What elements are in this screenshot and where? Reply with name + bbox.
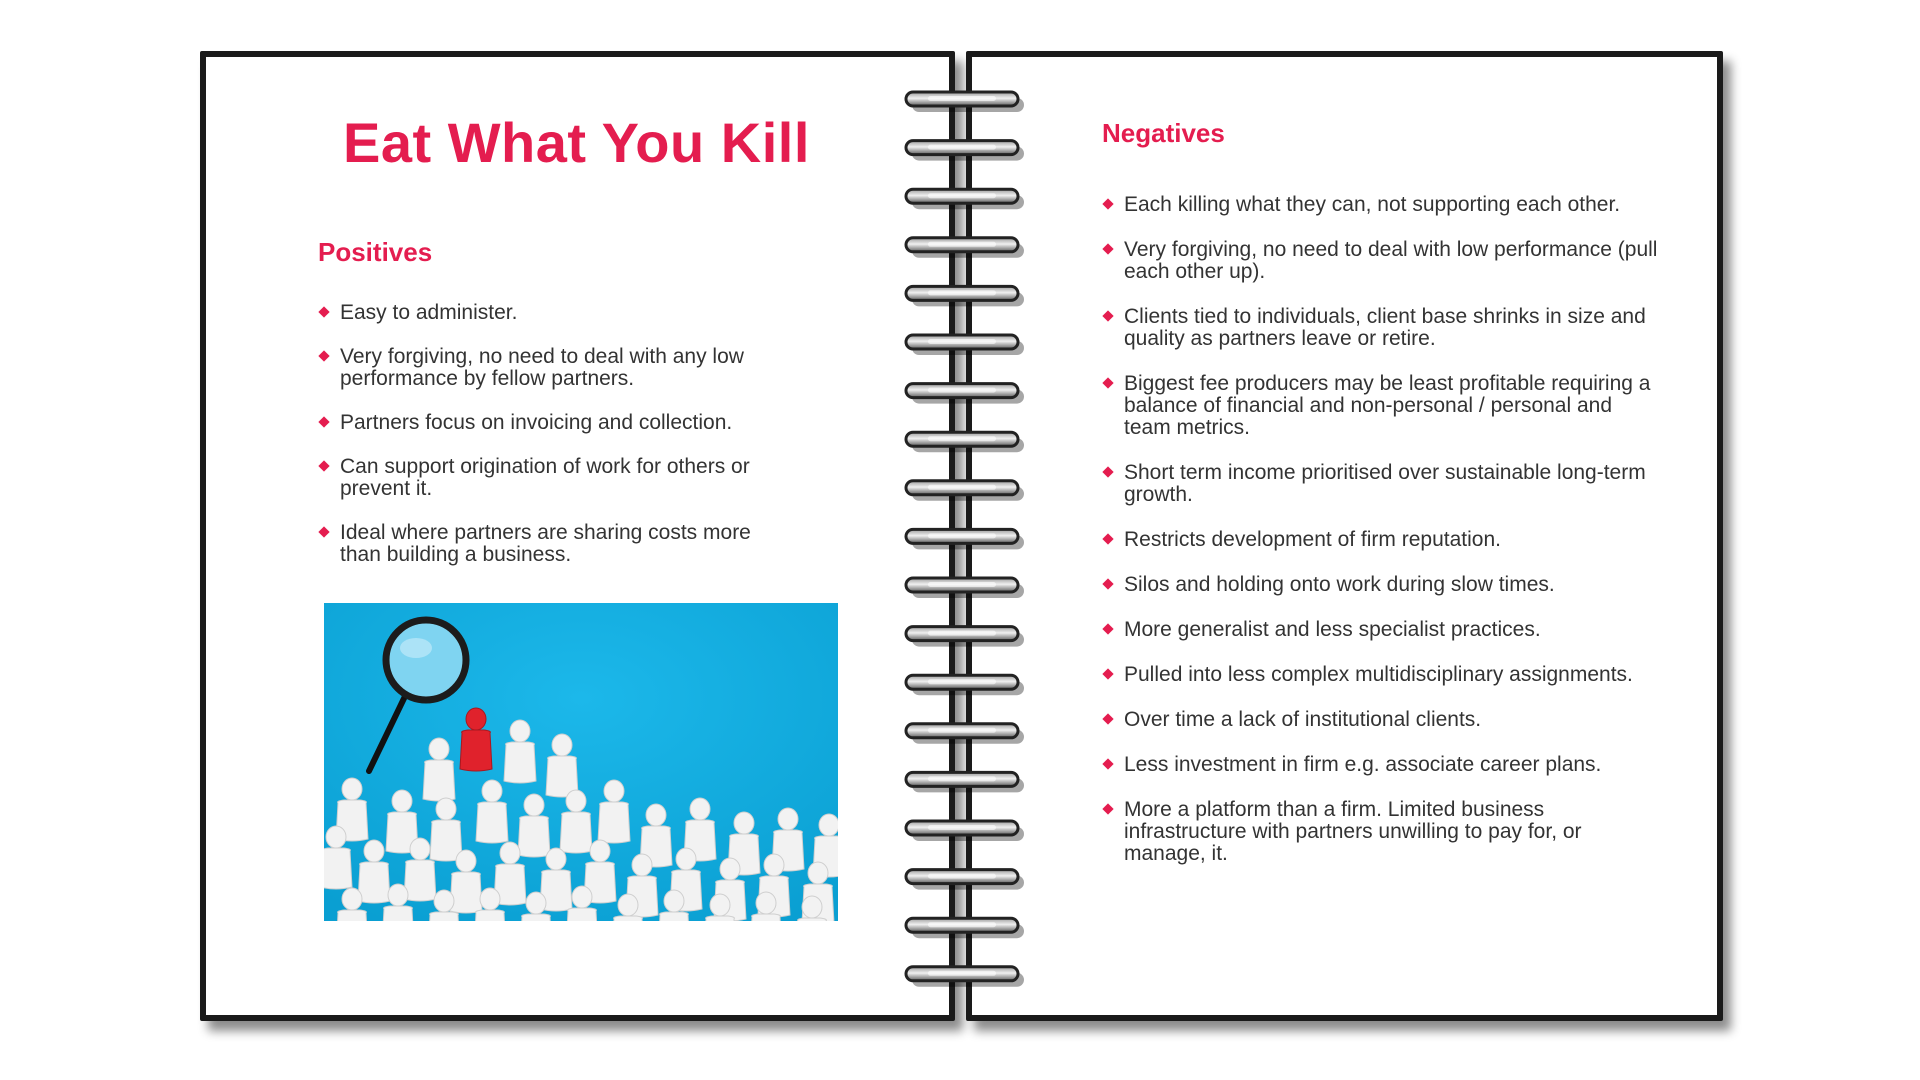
diamond-bullet-icon — [1102, 377, 1113, 388]
diamond-bullet-icon — [1102, 623, 1113, 634]
binding-ring — [906, 432, 1024, 452]
diamond-bullet-icon — [1102, 578, 1113, 589]
negatives-item-text: Pulled into less complex multidisciplinary assignments. — [1124, 663, 1633, 686]
diamond-bullet-icon — [318, 526, 329, 537]
positives-item — [318, 412, 788, 434]
negatives-item — [1102, 799, 1662, 865]
binding-ring — [906, 238, 1024, 258]
binding-ring — [906, 286, 1024, 306]
binding-ring — [906, 821, 1024, 841]
negatives-item-text: Biggest fee producers may be least profitable requiring a balance of financial and non-personal / personal and team metrics. — [1124, 372, 1651, 439]
diamond-bullet-icon — [318, 350, 329, 361]
negatives-item-text: Over time a lack of institutional clients. — [1124, 708, 1482, 731]
binding-ring — [906, 772, 1024, 792]
page-title: Eat What You Kill — [343, 111, 810, 174]
binding-ring — [906, 384, 1024, 404]
binding-ring — [906, 627, 1024, 647]
binding-ring — [906, 141, 1024, 161]
diamond-bullet-icon — [1102, 198, 1113, 209]
positives-item — [318, 302, 788, 324]
negatives-item-text: Very forgiving, no need to deal with low performance (pull each other up). — [1124, 238, 1658, 283]
negatives-item-text: Less investment in firm e.g. associate career plans. — [1124, 753, 1602, 776]
crowd-illustration — [324, 603, 838, 921]
binding-ring — [906, 675, 1024, 695]
negatives-item-text: More a platform than a firm. Limited business infrastructure with partners unwilling to pay for, or manage, it. — [1124, 798, 1582, 865]
diamond-bullet-icon — [1102, 243, 1113, 254]
diamond-bullet-icon — [1102, 310, 1113, 321]
negatives-item — [1102, 373, 1662, 439]
positives-item-text: Can support origination of work for others or prevent it. — [340, 455, 750, 500]
diamond-bullet-icon — [1102, 758, 1113, 769]
positives-item — [318, 346, 788, 390]
negatives-item — [1102, 754, 1662, 776]
negatives-item-text: Each killing what they can, not supporting each other. — [1124, 193, 1621, 216]
binding-ring — [906, 724, 1024, 744]
negatives-item — [1102, 529, 1662, 551]
diamond-bullet-icon — [318, 306, 329, 317]
negatives-list — [1102, 194, 1662, 888]
diamond-bullet-icon — [318, 460, 329, 471]
binding-ring — [906, 918, 1024, 938]
negatives-item — [1102, 664, 1662, 686]
binding-ring — [906, 578, 1024, 598]
negatives-heading: Negatives — [1102, 118, 1225, 148]
negatives-item — [1102, 574, 1662, 596]
binding-ring — [906, 967, 1024, 987]
diamond-bullet-icon — [1102, 668, 1113, 679]
positives-item — [318, 522, 788, 566]
diamond-bullet-icon — [1102, 713, 1113, 724]
positives-item-text: Partners focus on invoicing and collection. — [340, 411, 733, 434]
diamond-bullet-icon — [318, 416, 329, 427]
positives-heading: Positives — [318, 237, 433, 267]
negatives-item-text: More generalist and less specialist practices. — [1124, 618, 1541, 641]
negatives-item — [1102, 709, 1662, 731]
negatives-item-text: Short term income prioritised over sustainable long-term growth. — [1124, 461, 1646, 506]
diamond-bullet-icon — [1102, 466, 1113, 477]
binding-ring — [906, 870, 1024, 890]
negatives-item — [1102, 194, 1662, 216]
negatives-item — [1102, 462, 1662, 506]
binding-ring — [906, 529, 1024, 549]
positives-list — [318, 302, 788, 588]
negatives-item — [1102, 306, 1662, 350]
positives-item-text: Very forgiving, no need to deal with any low performance by fellow partners. — [340, 345, 744, 390]
negatives-item-text: Silos and holding onto work during slow times. — [1124, 573, 1555, 596]
negatives-item-text: Clients tied to individuals, client base shrinks in size and quality as partners leave or retire. — [1124, 305, 1646, 350]
binding-ring — [906, 189, 1024, 209]
positives-item-text: Easy to administer. — [340, 301, 518, 324]
binding-ring — [906, 335, 1024, 355]
diamond-bullet-icon — [1102, 803, 1113, 814]
negatives-item — [1102, 619, 1662, 641]
binding-ring — [906, 92, 1024, 112]
positives-item — [318, 456, 788, 500]
magnifying-glass-crowd-photo — [324, 603, 838, 921]
positives-item-text: Ideal where partners are sharing costs more than building a business. — [340, 521, 751, 566]
negatives-item-text: Restricts development of firm reputation. — [1124, 528, 1501, 551]
binding-ring — [906, 481, 1024, 501]
negatives-item — [1102, 239, 1662, 283]
spiral-binding — [900, 80, 1030, 1020]
diamond-bullet-icon — [1102, 533, 1113, 544]
